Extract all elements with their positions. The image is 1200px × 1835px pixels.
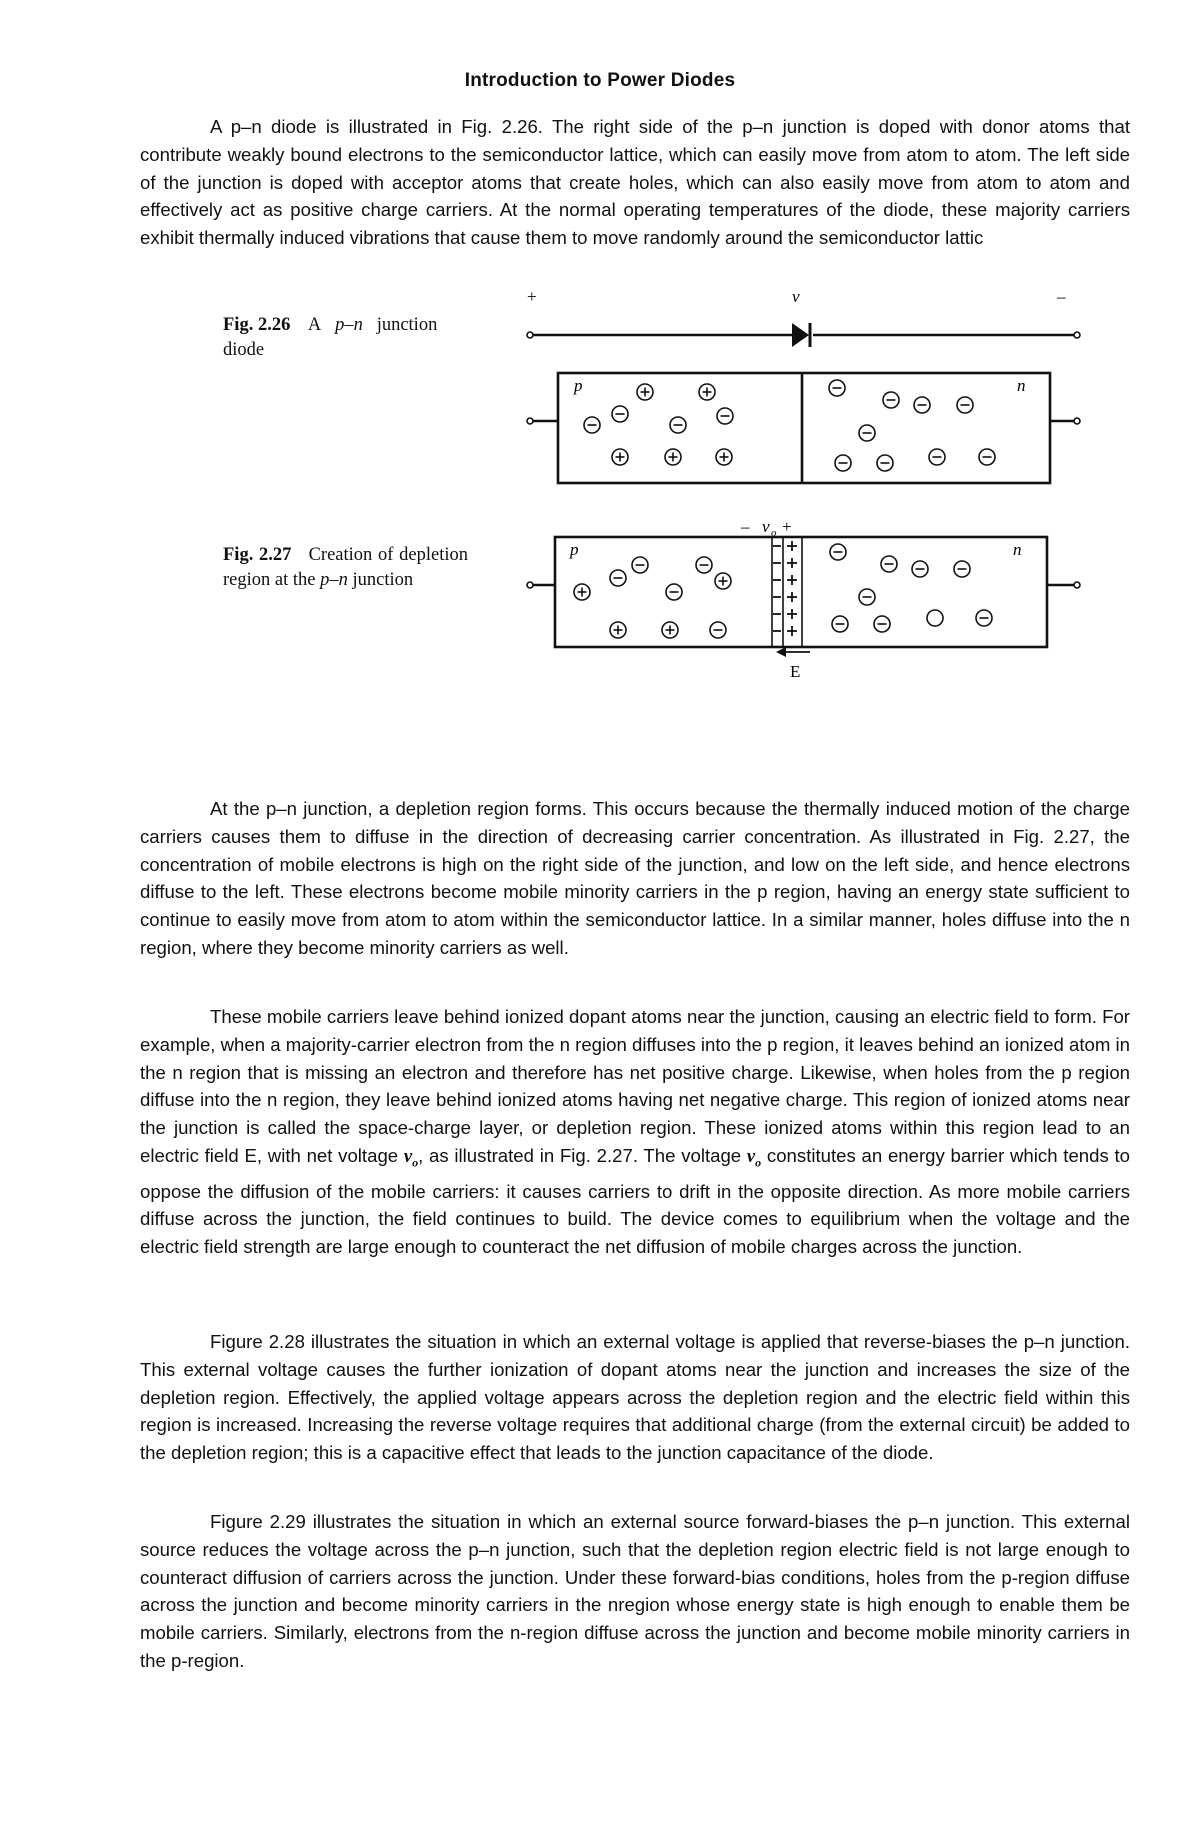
fig-2-27-caption-tail: junction [352,570,414,590]
paragraph-space-charge-part2: , as illustrated in Fig. 2.27. The voltage [418,1144,742,1166]
fig-2-27-caption-text: Creation of depletion region at the [223,545,468,590]
fig-2-27-n-label: n [1013,540,1022,559]
fig-2-26-plus: + [527,287,537,306]
fig-2-27-vo-subscript: o [771,527,777,539]
fig-2-26-caption-text: A [307,315,322,335]
fig-2-27-p-label: p [570,540,579,559]
fig-2-26-minus: – [1057,287,1066,306]
paragraph-intro: A p–n diode is illustrated in Fig. 2.26. The right side of the p–n junction is doped with donor atoms that contribute weakly bound electrons to the semiconductor lattice, which can easily move from atom to atom. The left side of the junction is doped with acceptor atoms that create holes, which can also easily move from atom to atom and effectively act as positive charge carriers. At the normal operating temperatures of the diode, these majority carriers exhibit thermally induced vibrations that cause them to move randomly around the semiconductor lattic [140,116,1130,249]
fig-2-26-charge-carriers [584,380,995,471]
fig-2-26-v-label: v [792,287,800,306]
page-title: Introduction to Power Diodes [464,70,736,91]
paragraph-depletion: At the p–n junction, a depletion region forms. This occurs because the thermally induced motion of the charge carriers causes them to diffuse in the direction of decreasing carrier concentration. As illustrated in Fig. 2.27, the concentration of mobile electrons is high on the right side of the junction, and low on the left side, and hence electrons diffuse to the left. These electrons become mobile minority carriers in the p region, having an energy state sufficient to continue to easily move from atom to atom within the semiconductor lattice. In a similar manner, holes diffuse into the n region, where they become minority carriers as well. [140,798,1130,958]
paragraph-reverse-bias: Figure 2.28 illustrates the situation in which an external voltage is applied that reverse-biases the p–n junction. This external voltage causes the further ionization of dopant atoms near the junction and increases the size of the depletion region. Effectively, the applied voltage appears across the depletion region and the electric field within this region is increased. Increasing the reverse voltage requires that additional charge (from the external circuit) be added to the depletion region; this is a capacitive effect that leads to the junction capacitance of the diode. [140,1331,1130,1464]
fig-2-27-vo-plus: + [782,517,792,536]
fig-2-27-diagram [520,510,1090,690]
vo-symbol: $v_o$ [403,1145,419,1170]
fig-2-27-vo-label: v [762,517,770,536]
fig-2-26-n-label: n [1017,376,1026,395]
paragraph-space-charge [140,1003,1130,1261]
fig-2-27-label: Fig. 2.27 [223,545,292,565]
fig-2-26-label: Fig. 2.26 [223,315,291,335]
fig-2-26-diagram [520,285,1090,495]
vo-symbol-2: $v_o$ [746,1145,762,1170]
fig-2-27-e-label: E [790,662,801,681]
fig-2-27-depletion-charges [773,541,797,636]
diode-icon [792,323,809,347]
fig-2-26-caption-tail: junction diode [223,315,438,360]
fig-2-26-caption-math: p–n [335,315,363,335]
fig-2-27-caption-math: p–n [320,570,348,590]
fig-2-26-caption [223,313,483,363]
paragraph-space-charge-part1: These mobile carriers leave behind ionized dopant atoms near the junction, causing an electric field to form. For example, when a majority-carrier electron from the n region diffuses into the p region, it leaves behind an ionized atom in the n region that is missing an electron and therefore has net positive charge. Likewise, when holes from the p region diffuse into the n region, they leave behind ionized atoms having net negative charge. This region of ionized atoms near the junction is called the space-charge layer, or depletion region. These ionized atoms within this region lead to an electric field E, with net voltage [140,1006,1130,1166]
ion-icon [927,610,943,626]
fig-2-27-vo-minus: – [741,517,750,536]
paragraph-space-charge-part3: constitutes an energy barrier which tends to oppose the diffusion of the mobile carriers: it causes carriers to drift in the opposite direction. As more mobile carriers diffuse across the junction, the field continues to build. The device comes to equilibrium when the voltage and the electric field strength are large enough to counteract the net diffusion of mobile charges across the junction. [140,1144,1131,1258]
fig-2-26-p-label: p [574,376,583,395]
fig-2-27-caption [223,543,468,593]
electric-field-arrow-icon [776,647,786,657]
paragraph-forward-bias: Figure 2.29 illustrates the situation in which an external source forward-biases the p–n junction. This external source reduces the voltage across the p–n junction, such that the depletion region electric field is not large enough to counteract diffusion of carriers across the junction. Under these forward-bias conditions, holes from the p-region diffuse across the junction and become minority carriers in the nregion whose energy state is high enough to enable them be mobile carriers. Similarly, electrons from the n-region diffuse across the junction and become mobile minority carriers in the p-region. [140,1511,1130,1671]
